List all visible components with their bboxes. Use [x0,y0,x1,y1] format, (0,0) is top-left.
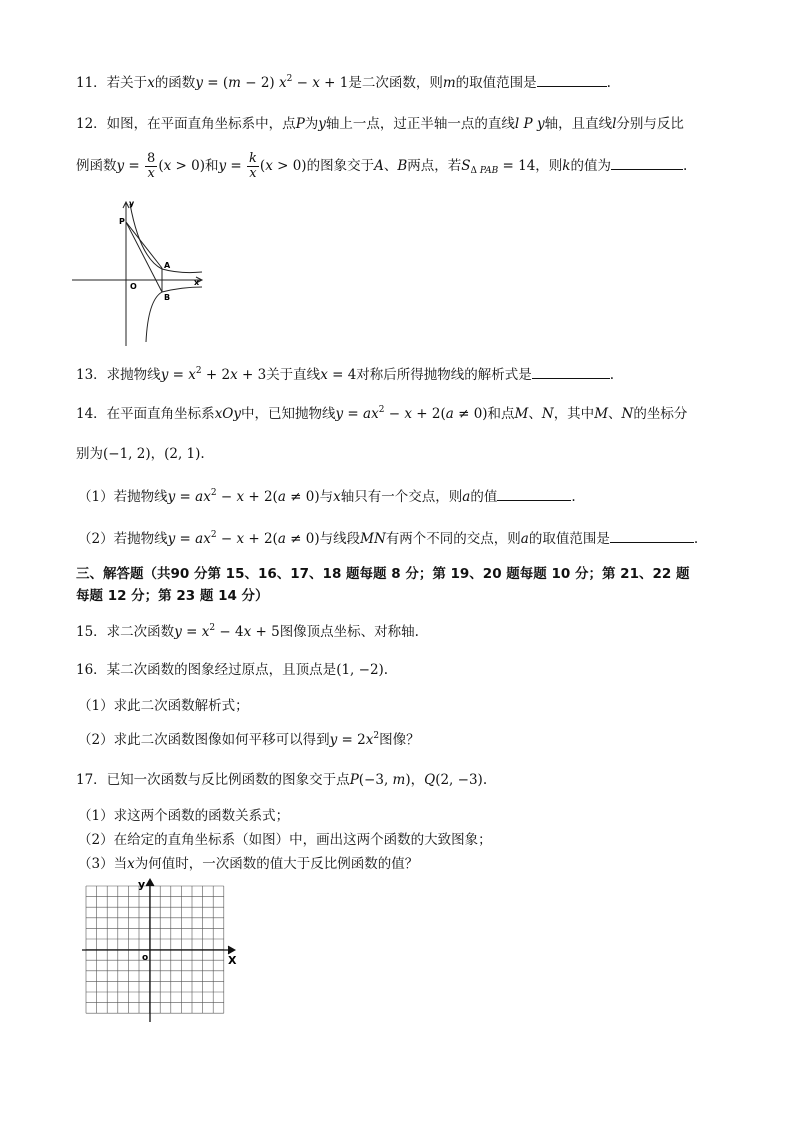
answer-blank-11[interactable] [537,72,607,87]
question-17-part-2: （2）在给定的直角坐标系（如图）中，画出这两个函数的大致图象； [78,832,492,848]
answer-blank-14-1[interactable] [497,486,571,501]
curve-k-over-x [146,287,202,342]
label-P: P [119,217,125,226]
label-x: x [194,278,200,287]
answer-blank-13[interactable] [532,364,610,379]
question-13: 13．求抛物线$y = x^2 + 2x + 3$关于直线x = 4对称后所得抛物线的解析式是 . [76,366,615,383]
question-17-part-1: （1）求这两个函数的函数关系式； [78,808,290,824]
question-17: 17．已知一次函数与反比例函数的图象交于点P(−3, m)，Q(2, −3). [76,772,488,788]
label-y: y [129,199,135,208]
question-16-part-2: （2）求此二次函数图像如何平移可以得到$y = 2x^2$图像？ [78,731,420,748]
label-O: O [130,282,137,291]
answer-blank-14-2[interactable] [610,528,694,543]
section-3-heading-line-1: 三、解答题（共90 分第 15、16、17、18 题每题 8 分；第 19、20 题每题 10 分；第 21、22 题 [76,566,690,582]
label-x: X [228,954,237,967]
label-A: A [164,261,171,270]
segment-PA [126,222,162,268]
question-16-part-1: （1）求此二次函数解析式； [78,698,249,714]
question-14-part-2: （2）若抛物线$y = ax^2 - x + 2(a \ne 0)$与线段MN有两个不同的交点，则a的取值范围是 . [78,530,699,547]
answer-blank-12[interactable] [611,155,683,170]
label-origin: o [142,953,149,963]
y-axis-arrow [146,879,154,886]
question-16: 16．某二次函数的图象经过原点，且顶点是(1, −2). [76,662,389,678]
figure-17-grid [78,876,246,1024]
question-14-line-1: 14．在平面直角坐标系xOy中，已知抛物线$y = ax^2 - x + 2(a \ne 0)$和点M、N，其中M、N的坐标分 [76,405,688,422]
fraction-8-over-x: $\frac{8}{x}$ [147,151,156,181]
question-11: 11．若关于x的函数y = (m − 2) $x^2 - x + 1$是二次函数，则m的取值范围是 . [76,74,611,91]
question-14-line-2: 别为(−1, 2)，(2, 1). [76,446,205,462]
x-axis-arrow [228,946,235,954]
question-17-part-3: （3）当x为何值时，一次函数的值大于反比例函数的值？ [78,856,419,872]
label-y: y [138,878,146,891]
label-B: B [164,293,171,302]
figure-12-graph [70,196,210,348]
section-3-heading-line-2: 每题 12 分；第 23 题 14 分） [76,588,269,604]
question-14-part-1: （1）若抛物线$y = ax^2 - x + 2(a \ne 0)$与x轴只有一个交点，则a的值 . [78,488,576,505]
question-15: 15．求二次函数$y = x^2 - 4x + 5$图像顶点坐标、对称轴. [76,623,419,640]
question-12-line-2: 例函数y = $\frac{8}{x}$ (x > 0)和y = $\frac{k}{x}$ (x > 0)的图象交于A、B两点，若$S_{\Delta PAB} = 14$，则k的值为 . [76,151,688,181]
fraction-k-over-x: $\frac{k}{x}$ [249,151,257,181]
question-12-line-1: 12．如图，在平面直角坐标系中，点P为y轴上一点，过正半轴一点的直线l P y轴，且直线l分别与反比 [76,116,684,132]
